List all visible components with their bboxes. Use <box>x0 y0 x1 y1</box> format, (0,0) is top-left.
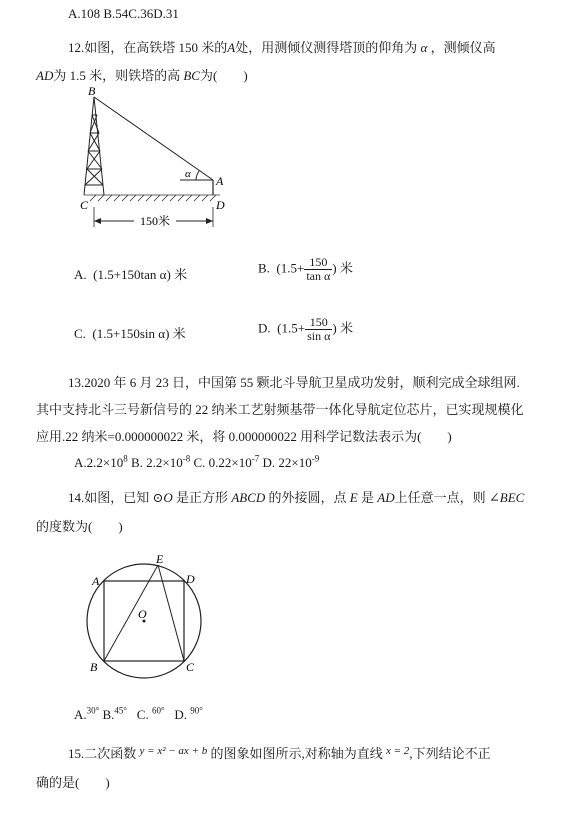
q13-opt-a-exp: 8 <box>123 454 128 464</box>
q13-opt-a-base: 2.2×10 <box>86 455 124 471</box>
angle-arc <box>196 171 199 180</box>
q13-opt-b-letter: B. <box>130 455 143 471</box>
q12-opt-d-num: 150 <box>305 316 332 330</box>
q15-stem-c: ,下列结论不正 <box>409 746 491 761</box>
q12-tower-figure <box>70 85 240 235</box>
q12-option-d[interactable] <box>258 316 353 343</box>
q14-stem-a: 14.如图，已知 <box>68 490 150 505</box>
q13-opt-c-exp: -7 <box>251 454 260 464</box>
q14-stem-line1 <box>68 487 524 506</box>
q14-opt-a-letter: A. <box>74 707 87 723</box>
q14-e: E <box>349 490 358 505</box>
q14-opt-d-letter: D. <box>174 707 187 723</box>
q13-opt-a-letter: A. <box>74 455 87 471</box>
q13-options <box>74 454 319 471</box>
q12-point-a: A <box>227 40 236 55</box>
q14-opt-b-val: 45° <box>114 706 128 716</box>
q12-bc: BC <box>183 68 200 83</box>
label-b: B <box>88 85 96 98</box>
fig-label-e: E <box>156 553 164 566</box>
q12-opt-a-letter: A. <box>74 267 87 282</box>
q13-opt-b-base: 2.2×10 <box>146 455 183 471</box>
q13-opt-c-base: 0.22×10 <box>208 455 252 471</box>
q13-line2: 其中支持北斗三号新信号的 22 纳米工艺射频基带一体化导航定位芯片，已实现规模化 <box>36 402 524 417</box>
q14-stem-e: 上任意一点，则 <box>394 490 486 505</box>
q12-alpha: α <box>420 40 428 55</box>
q12-option-b[interactable] <box>258 256 353 283</box>
q14-circle-figure <box>82 553 212 683</box>
ground-hatch <box>84 195 220 201</box>
segment-ec <box>158 565 184 661</box>
q14-ad: AD <box>377 490 395 505</box>
q14-stem-c: 的外接圆，点 <box>268 490 347 505</box>
q13-option-c[interactable] <box>194 455 260 470</box>
q12-stem-line1 <box>68 37 496 56</box>
q14-option-d[interactable] <box>174 707 203 722</box>
q12-opt-b-prefix: (1.5+ <box>276 260 305 276</box>
q14-opt-b-letter: B. <box>102 707 115 723</box>
q11-options: A.108 B.54C.36D.31 <box>68 6 179 21</box>
q12-opt-d-fraction <box>305 316 332 343</box>
q15-axis: x = 2 <box>386 745 410 757</box>
q15-stem-a: 15.二次函数 <box>68 746 137 761</box>
fig-label-b: B <box>90 660 98 674</box>
q14-option-b[interactable] <box>103 707 128 722</box>
q13-opt-d-exp: -9 <box>311 454 320 464</box>
q12-stem-end: 为( ) <box>199 68 248 83</box>
q15-stem-line2: 确的是( ) <box>36 775 110 790</box>
q12-opt-b-unit: 米 <box>339 260 353 276</box>
q12-option-a[interactable] <box>74 264 187 283</box>
q12-opt-a-expr: (1.5+150tan α) <box>93 267 171 282</box>
q15-func: y = x² − ax + b <box>139 745 208 757</box>
label-alpha: α <box>185 168 191 180</box>
q14-option-a[interactable] <box>74 707 99 722</box>
label-c: C <box>80 198 89 212</box>
q13-opt-b-exp: -8 <box>182 454 191 464</box>
q12-stem-prefix: 12.如图，在高铁塔 150 米的 <box>68 40 228 55</box>
label-a: A <box>216 174 224 188</box>
q14-opt-a-val: 30° <box>86 706 100 716</box>
q12-ad: AD <box>36 68 54 83</box>
q12-opt-b-letter: B. <box>258 260 270 276</box>
q13-line3 <box>36 426 452 445</box>
q14-stem-d: 是 <box>360 490 374 505</box>
distance-label: 150米 <box>139 214 171 228</box>
q13-option-d[interactable] <box>263 455 320 470</box>
q13-line3-a: 应用.22 纳米= <box>36 429 115 444</box>
tower-lattice <box>84 97 104 195</box>
q12-opt-d-unit: 米 <box>339 320 353 336</box>
q14-circle-sym: ⊙O <box>152 490 173 505</box>
q12-opt-c-letter: C. <box>74 326 86 341</box>
q12-stem-line2-text: 为 1.5 米，则铁塔的高 <box>53 68 181 83</box>
q13-opt-d-base: 22×10 <box>278 455 312 471</box>
q14-abcd: ABCD <box>231 490 266 505</box>
q13-option-a[interactable] <box>74 455 128 470</box>
q15-stem-line1 <box>68 743 491 762</box>
q12-opt-d-den: sin α <box>307 329 331 343</box>
q14-opt-d-val: 90° <box>190 706 203 716</box>
q12-stem-mid: 处，用测倾仪测得塔顶的仰角为 <box>235 40 418 55</box>
q13-line1: 13.2020 年 6 月 23 日，中国第 55 颗北斗导航卫星成功发射，顺利完成全球组网. <box>68 375 520 390</box>
q12-opt-a-unit: 米 <box>174 267 188 282</box>
q14-option-c[interactable] <box>137 707 165 722</box>
q13-line3-b: 米，将 0.000000022 用科学记数法表示为( ) <box>186 429 452 444</box>
q12-option-c[interactable] <box>74 323 186 342</box>
q13-opt-c-letter: C. <box>193 455 206 471</box>
fig-label-c: C <box>186 660 195 674</box>
q12-opt-d-suffix: ) <box>332 320 337 336</box>
q15-stem-b: 的图象如图所示,对称轴为直线 <box>210 746 383 761</box>
fig-label-d: D <box>186 572 195 586</box>
q12-opt-b-num: 150 <box>304 256 332 270</box>
fig-label-o: O <box>138 607 147 621</box>
q12-opt-b-suffix: ) <box>332 260 337 276</box>
q13-opt-d-letter: D. <box>262 455 276 471</box>
q14-options <box>74 706 203 723</box>
q13-line3-val: 0.000000022 <box>114 429 184 444</box>
q12-opt-c-unit: 米 <box>172 326 186 341</box>
segment-be <box>104 565 158 661</box>
q13-option-b[interactable] <box>131 455 190 470</box>
fig-label-a: A <box>92 574 100 588</box>
q14-angle: ∠BEC <box>488 490 525 505</box>
q12-opt-d-prefix: (1.5+ <box>277 320 306 336</box>
q12-opt-d-letter: D. <box>258 320 271 336</box>
q12-opt-b-den: tan α <box>306 269 331 283</box>
q12-opt-c-expr: (1.5+150sin α) <box>92 326 170 341</box>
sight-line <box>94 97 213 180</box>
q12-stem-tail: ，测倾仪高 <box>430 40 496 55</box>
q12-stem-line2 <box>36 65 248 84</box>
q14-opt-c-val: 60° <box>151 706 165 716</box>
q14-stem-b: 是正方形 <box>176 490 229 505</box>
q14-opt-c-letter: C. <box>136 707 149 723</box>
q14-stem-line2: 的度数为( ) <box>36 519 123 534</box>
q12-opt-b-fraction <box>304 256 332 283</box>
label-d: D <box>216 198 225 212</box>
